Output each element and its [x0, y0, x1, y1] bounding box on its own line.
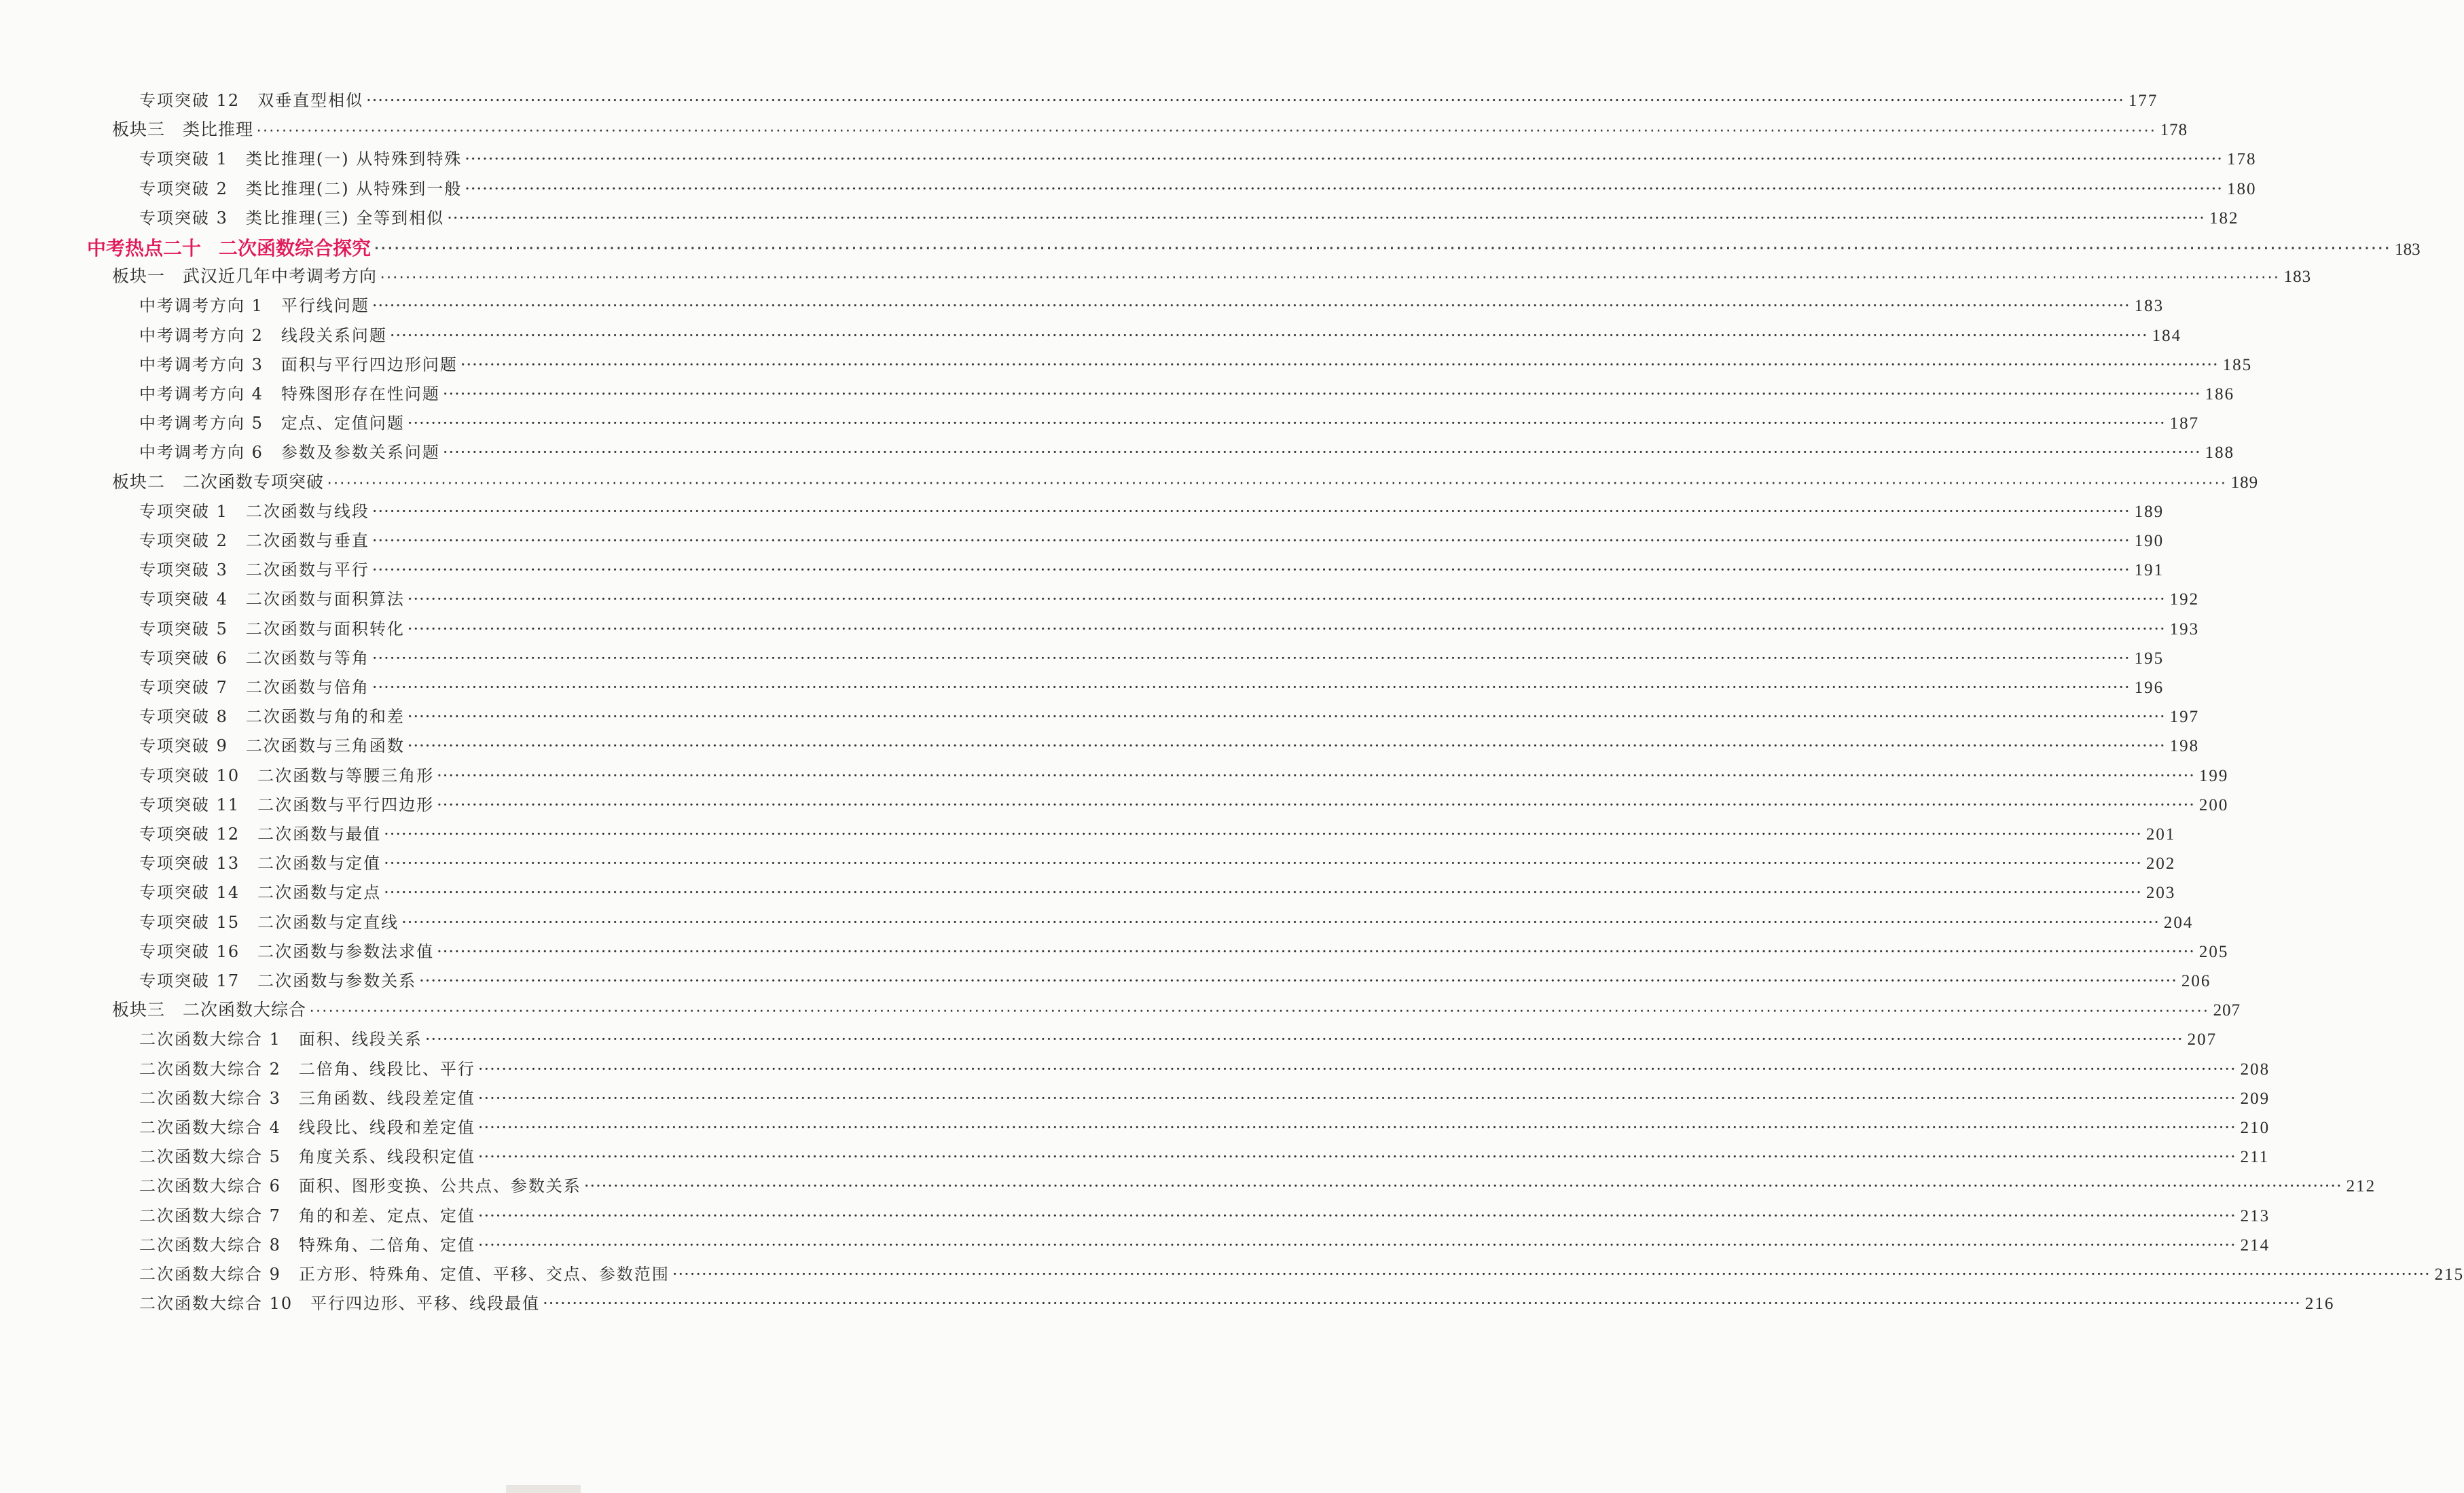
toc-entry-label: 专项突破 6 — [139, 648, 228, 668]
toc-page-number: 193 — [2169, 619, 2200, 638]
toc-entry-label: 专项突破 14 — [139, 883, 240, 903]
toc-entry[interactable] — [139, 1261, 2464, 1284]
toc-entry-text: 二次函数与角的和差 — [245, 707, 405, 727]
toc-dot-leader: ············································································································································································································································································································ — [401, 912, 2160, 932]
toc-entry-text: 平行线问题 — [280, 296, 369, 316]
toc-entry-title — [139, 1114, 475, 1138]
toc-dot-leader: ············································································································································································································································································································ — [372, 678, 2131, 697]
toc-dot-leader: ············································································································································································································································································································ — [477, 1206, 2236, 1225]
toc-entry-text: 二次函数与等角 — [245, 648, 369, 668]
toc-entry[interactable] — [139, 292, 2164, 316]
toc-entry-title — [139, 527, 369, 551]
toc-entry-text: 线段关系问题 — [280, 325, 387, 345]
toc-entry-label: 二次函数大综合 4 — [139, 1118, 281, 1137]
toc-page-number: 178 — [2160, 121, 2188, 140]
toc-page-number: 183 — [2283, 268, 2312, 287]
toc-entry[interactable] — [139, 87, 2158, 111]
toc-entry-label: 专项突破 8 — [139, 707, 228, 727]
toc-entry-label: 板块二 — [112, 472, 166, 492]
toc-entry-title — [87, 234, 371, 261]
toc-entry-label: 中考调考方向 2 — [139, 325, 264, 345]
toc-dot-leader: ············································································································································································································································································································ — [437, 795, 2195, 814]
toc-entry-text: 二次函数与倍角 — [245, 678, 369, 697]
toc-entry[interactable] — [139, 879, 2176, 903]
toc-dot-leader: ············································································································································································································································································································ — [437, 766, 2195, 785]
toc-dot-leader: ············································································································································································································································································································ — [442, 384, 2201, 403]
toc-entry-label: 中考热点二十 — [87, 237, 202, 259]
toc-entry[interactable] — [139, 732, 2200, 756]
toc-dot-leader: ············································································································································································································································································································ — [372, 531, 2131, 550]
toc-page-number: 207 — [2187, 1030, 2217, 1049]
toc-entry-text: 类比推理 — [183, 120, 254, 140]
toc-entry-label: 二次函数大综合 5 — [139, 1147, 281, 1167]
toc-entry-label: 二次函数大综合 3 — [139, 1088, 281, 1108]
toc-entry[interactable] — [139, 175, 2257, 199]
toc-page-number: 182 — [2209, 209, 2239, 228]
toc-entry-label: 二次函数大综合 2 — [139, 1059, 281, 1079]
toc-page-number: 213 — [2240, 1206, 2270, 1225]
toc-entry-title — [139, 351, 458, 375]
toc-entry-label: 二次函数大综合 8 — [139, 1235, 281, 1255]
toc-entry-title — [139, 498, 369, 522]
toc-entry-text: 二次函数大综合 — [183, 1001, 307, 1020]
toc-entry-label: 专项突破 9 — [139, 736, 228, 756]
toc-chapter-heading[interactable] — [87, 234, 2421, 261]
toc-entry-text: 正方形、特殊角、定值、平移、交点、参数范围 — [298, 1265, 670, 1284]
toc-dot-leader: ············································································································································································································································································································ — [447, 208, 2205, 228]
toc-dot-leader: ············································································································································································································································································································ — [384, 854, 2142, 874]
toc-entry-label: 专项突破 12 — [139, 91, 240, 110]
toc-entry[interactable] — [139, 909, 2194, 933]
toc-entry-text: 二次函数与平行四边形 — [257, 795, 435, 814]
toc-dot-leader: ············································································································································································································································································································ — [465, 179, 2223, 198]
toc-section-heading[interactable] — [112, 116, 2188, 141]
toc-page-number: 203 — [2145, 884, 2176, 903]
toc-section-heading[interactable] — [112, 469, 2259, 493]
toc-entry[interactable] — [139, 439, 2235, 463]
toc-entry-text: 平行四边形、平移、线段最值 — [310, 1294, 541, 1314]
toc-entry-text: 类比推理(一) 从特殊到特殊 — [245, 149, 463, 169]
toc-dot-leader: ············································································································································································································································································································ — [477, 1088, 2236, 1108]
toc-entry[interactable] — [139, 791, 2229, 815]
toc-page-number: 183 — [2395, 240, 2421, 259]
toc-dot-leader: ············································································································································································································································································································ — [309, 1001, 2209, 1020]
toc-page-number: 188 — [2205, 444, 2235, 463]
toc-dot-leader: ············································································································································································································································································································ — [407, 736, 2166, 756]
toc-page-number: 208 — [2240, 1060, 2270, 1079]
toc-entry-title — [139, 1143, 475, 1167]
toc-entry-text: 特殊图形存在性问题 — [280, 384, 440, 403]
toc-entry-title — [139, 645, 369, 668]
toc-entry-title — [139, 292, 369, 316]
toc-entry-text: 类比推理(二) 从特殊到一般 — [245, 179, 463, 198]
toc-dot-leader: ············································································································································································································································································································ — [543, 1294, 2301, 1314]
toc-dot-leader: ············································································································································································································································································································ — [384, 825, 2142, 844]
toc-entry-label: 专项突破 7 — [139, 678, 228, 697]
toc-dot-leader: ············································································································································································································································································································ — [407, 707, 2166, 727]
toc-entry-title — [139, 204, 444, 228]
toc-dot-leader: ············································································································································································································································································································ — [407, 619, 2166, 638]
toc-entry-title — [139, 1056, 475, 1079]
toc-page-number: 177 — [2128, 92, 2158, 110]
toc-entry-text: 二次函数与参数关系 — [257, 971, 417, 990]
toc-entry-label: 二次函数大综合 1 — [139, 1030, 281, 1049]
toc-dot-leader: ············································································································································································································································································································ — [256, 120, 2156, 140]
toc-dot-leader: ············································································································································································································································································································ — [372, 296, 2131, 316]
toc-entry[interactable] — [139, 645, 2164, 668]
toc-entry-label: 专项突破 12 — [139, 825, 240, 844]
toc-entry-text: 定点、定值问题 — [280, 414, 405, 433]
toc-page-number: 200 — [2198, 795, 2229, 814]
toc-entry-title — [139, 615, 405, 639]
toc-entry-label: 专项突破 5 — [139, 619, 228, 638]
toc-dot-leader: ············································································································································································································································································································ — [477, 1118, 2236, 1137]
toc-page-number: 191 — [2134, 561, 2164, 580]
toc-entry-label: 专项突破 2 — [139, 531, 228, 550]
toc-dot-leader: ············································································································································································································································································································ — [477, 1235, 2236, 1255]
page-footer-mark — [506, 1485, 581, 1493]
toc-entry-label: 二次函数大综合 7 — [139, 1206, 281, 1225]
toc-entry-title — [139, 175, 462, 199]
toc-page-number: 214 — [2240, 1236, 2270, 1255]
toc-entry-title — [139, 732, 405, 756]
toc-dot-leader: ············································································································································································································································································································ — [477, 1147, 2236, 1167]
toc-entry-text: 参数及参数关系问题 — [280, 443, 440, 463]
toc-page-number: 216 — [2304, 1295, 2335, 1314]
toc-entry-label: 专项突破 11 — [139, 795, 240, 814]
toc-entry-title — [139, 87, 363, 111]
toc-entry-label: 二次函数大综合 10 — [139, 1294, 293, 1314]
toc-page-number: 202 — [2145, 855, 2176, 874]
toc-entry-text: 二次函数与面积算法 — [245, 590, 405, 609]
toc-dot-leader: ············································································································································································································································································································ — [419, 971, 2177, 990]
toc-entry-title — [139, 909, 399, 933]
toc-page-number: 185 — [2222, 355, 2253, 374]
toc-entry[interactable] — [139, 1085, 2270, 1109]
toc-entry-title — [139, 791, 434, 815]
toc-page-number: 215 — [2434, 1265, 2464, 1284]
toc-page-number: 186 — [2205, 385, 2235, 403]
toc-entry[interactable] — [139, 938, 2229, 962]
toc-dot-leader: ············································································································································································································································································································ — [437, 941, 2195, 961]
toc-entry-text: 二次函数与最值 — [257, 825, 382, 844]
toc-entry[interactable] — [139, 615, 2200, 639]
toc-entry-label: 专项突破 3 — [139, 560, 228, 580]
toc-entry-text: 线段比、线段和差定值 — [298, 1118, 475, 1137]
toc-entry[interactable] — [139, 556, 2164, 580]
toc-page-number: 192 — [2169, 590, 2200, 609]
toc-page-number: 196 — [2134, 679, 2164, 697]
toc-entry-text: 二次函数与参数法求值 — [257, 941, 435, 961]
toc-entry-title — [139, 1290, 540, 1314]
toc-entry-text: 角度关系、线段积定值 — [298, 1147, 475, 1167]
toc-dot-leader: ············································································································································································································································································································ — [374, 237, 2391, 259]
toc-entry-title — [139, 879, 381, 903]
toc-entry-title — [139, 410, 405, 433]
toc-entry-title — [112, 116, 253, 141]
toc-entry-text: 武汉近几年中考调考方向 — [183, 267, 378, 287]
toc-entry-title — [139, 938, 434, 962]
toc-entry-text: 角的和差、定点、定值 — [298, 1206, 475, 1225]
toc-entry-title — [139, 821, 381, 844]
toc-entry[interactable] — [139, 527, 2164, 551]
toc-page-number: 184 — [2152, 326, 2182, 345]
toc-dot-leader: ············································································································································································································································································································ — [583, 1176, 2342, 1196]
toc-entry[interactable] — [139, 1143, 2270, 1167]
toc-entry-label: 中考调考方向 6 — [139, 443, 264, 463]
toc-entry-title — [139, 586, 405, 609]
toc-entry-title — [139, 967, 416, 991]
toc-dot-leader: ············································································································································································································································································································ — [384, 883, 2142, 903]
toc-page-number: 189 — [2134, 502, 2164, 521]
toc-dot-leader: ············································································································································································································································································································ — [460, 355, 2219, 374]
toc-entry-label: 专项突破 1 — [139, 149, 228, 169]
toc-entry-text: 二次函数与等腰三角形 — [257, 766, 435, 785]
toc-entry-text: 双垂直型相似 — [257, 91, 364, 110]
toc-entry[interactable] — [139, 498, 2164, 522]
toc-entry[interactable] — [139, 1026, 2217, 1049]
toc-entry[interactable] — [139, 380, 2235, 404]
toc-entry-title — [139, 1085, 475, 1109]
toc-entry[interactable] — [139, 821, 2176, 844]
toc-entry-label: 中考调考方向 1 — [139, 296, 264, 316]
toc-entry-label: 中考调考方向 3 — [139, 355, 264, 374]
toc-entry-title — [112, 263, 377, 287]
toc-entry-title — [139, 850, 381, 874]
toc-entry-label: 专项突破 17 — [139, 971, 240, 990]
toc-page-number: 178 — [2226, 150, 2257, 169]
toc-entry[interactable] — [139, 1172, 2376, 1196]
toc-entry[interactable] — [139, 586, 2200, 609]
toc-page-number: 210 — [2240, 1119, 2270, 1137]
toc-page-number: 195 — [2134, 649, 2164, 668]
toc-entry[interactable] — [139, 204, 2239, 228]
toc-entry-title — [139, 1172, 581, 1196]
toc-dot-leader: ············································································································································································································································································································ — [389, 325, 2148, 345]
toc-entry-title — [139, 439, 440, 463]
toc-entry-title — [139, 1231, 475, 1255]
toc-dot-leader: ············································································································································································································································································································ — [407, 590, 2166, 609]
toc-entry-text: 二次函数专项突破 — [183, 472, 325, 492]
toc-entry-title — [139, 380, 440, 404]
toc-entry-text: 面积、图形变换、公共点、参数关系 — [298, 1176, 581, 1196]
toc-section-heading[interactable] — [112, 263, 2312, 287]
toc-page-number: 209 — [2240, 1089, 2270, 1108]
toc-page-number: 183 — [2134, 297, 2164, 316]
toc-entry[interactable] — [139, 322, 2182, 346]
toc-entry[interactable] — [139, 1202, 2270, 1226]
toc-entry-text: 二次函数与平行 — [245, 560, 369, 580]
toc-entry-title — [112, 469, 324, 493]
toc-entry-text: 二倍角、线段比、平行 — [298, 1059, 475, 1079]
toc-entry-label: 二次函数大综合 9 — [139, 1265, 281, 1284]
toc-entry-text: 三角函数、线段差定值 — [298, 1088, 475, 1108]
toc-entry[interactable] — [139, 762, 2229, 786]
toc-entry[interactable] — [139, 1114, 2270, 1138]
toc-entry-text: 二次函数与垂直 — [245, 531, 369, 550]
toc-entry-label: 专项突破 4 — [139, 590, 228, 609]
toc-entry-label: 中考调考方向 5 — [139, 414, 264, 433]
toc-entry-label: 中考调考方向 4 — [139, 384, 264, 403]
toc-entry[interactable] — [139, 1290, 2335, 1314]
toc-page-number: 180 — [2226, 179, 2257, 198]
toc-page-number: 204 — [2163, 913, 2194, 932]
toc-dot-leader: ············································································································································································································································································································ — [372, 648, 2131, 668]
toc-entry-label: 专项突破 2 — [139, 179, 228, 198]
toc-entry-text: 特殊角、二倍角、定值 — [298, 1235, 475, 1255]
toc-entry-title — [139, 762, 434, 786]
toc-entry-title — [139, 1026, 422, 1049]
toc-entry[interactable] — [139, 145, 2257, 169]
toc-dot-leader: ············································································································································································································································································································ — [366, 91, 2124, 110]
toc-entry-title — [139, 674, 369, 698]
toc-page-number: 211 — [2240, 1148, 2270, 1167]
toc-dot-leader: ············································································································································································································································································································ — [372, 501, 2131, 521]
toc-entry-label: 板块三 — [112, 120, 166, 140]
toc-entry[interactable] — [139, 850, 2176, 874]
toc-page-number: 199 — [2198, 766, 2229, 785]
toc-entry-title — [139, 556, 369, 580]
toc-entry-text: 二次函数与定值 — [257, 854, 382, 874]
toc-page-number: 206 — [2181, 972, 2211, 990]
toc-dot-leader: ············································································································································································································································································································ — [380, 267, 2280, 287]
toc-page-number: 212 — [2346, 1177, 2376, 1196]
toc-dot-leader: ············································································································································································································································································································ — [407, 414, 2166, 433]
toc-entry[interactable] — [139, 351, 2253, 375]
toc-entry-text: 类比推理(三) 全等到相似 — [245, 208, 445, 228]
toc-dot-leader: ············································································································································································································································································································ — [477, 1059, 2236, 1079]
toc-entry-title — [139, 703, 405, 727]
toc-entry-label: 二次函数大综合 6 — [139, 1176, 281, 1196]
toc-entry-label: 专项突破 1 — [139, 501, 228, 521]
toc-page-number: 205 — [2198, 942, 2229, 961]
toc-entry-label: 板块一 — [112, 267, 166, 287]
toc-entry-text: 面积、线段关系 — [298, 1030, 422, 1049]
toc-entry-title — [139, 145, 462, 169]
toc-entry-text: 二次函数与线段 — [245, 501, 369, 521]
toc-page-number: 197 — [2169, 708, 2200, 727]
toc-entry-text: 二次函数与三角函数 — [245, 736, 405, 756]
toc-entry-text: 二次函数综合探究 — [219, 237, 372, 259]
toc-dot-leader: ············································································································································································································································································································ — [672, 1265, 2431, 1284]
toc-page-number: 201 — [2145, 825, 2176, 844]
toc-entry-label: 专项突破 16 — [139, 941, 240, 961]
toc-dot-leader: ············································································································································································································································································································ — [372, 560, 2131, 580]
toc-page-number: 189 — [2230, 473, 2259, 492]
toc-entry[interactable] — [139, 703, 2200, 727]
toc-entry-text: 二次函数与定直线 — [257, 912, 399, 932]
toc-entry[interactable] — [139, 1056, 2270, 1079]
toc-dot-leader: ············································································································································································································································································································ — [465, 149, 2223, 169]
toc-entry-title — [112, 996, 306, 1021]
toc-entry-text: 二次函数与面积转化 — [245, 619, 405, 638]
toc-dot-leader: ············································································································································································································································································································ — [442, 443, 2201, 463]
toc-entry[interactable] — [139, 967, 2211, 991]
toc-entry[interactable] — [139, 674, 2164, 698]
toc-entry-label: 专项突破 13 — [139, 854, 240, 874]
toc-entry[interactable] — [139, 1231, 2270, 1255]
toc-entry-text: 面积与平行四边形问题 — [280, 355, 458, 374]
toc-entry-title — [139, 1261, 670, 1284]
toc-entry-title — [139, 322, 387, 346]
toc-page-number: 207 — [2213, 1001, 2241, 1020]
toc-dot-leader: ············································································································································································································································································································ — [424, 1030, 2184, 1049]
toc-entry[interactable] — [139, 410, 2200, 433]
toc-dot-leader: ············································································································································································································································································································ — [327, 472, 2227, 492]
toc-entry-label: 专项突破 3 — [139, 208, 228, 228]
toc-page-number: 187 — [2169, 414, 2200, 433]
toc-page-number: 190 — [2134, 532, 2164, 550]
toc-entry-label: 专项突破 15 — [139, 912, 240, 932]
toc-entry-title — [139, 1202, 475, 1226]
toc-entry-label: 专项突破 10 — [139, 766, 240, 785]
toc-entry-label: 板块三 — [112, 1001, 166, 1020]
toc-entry-text: 二次函数与定点 — [257, 883, 382, 903]
toc-page-number: 198 — [2169, 737, 2200, 756]
toc-section-heading[interactable] — [112, 996, 2241, 1021]
